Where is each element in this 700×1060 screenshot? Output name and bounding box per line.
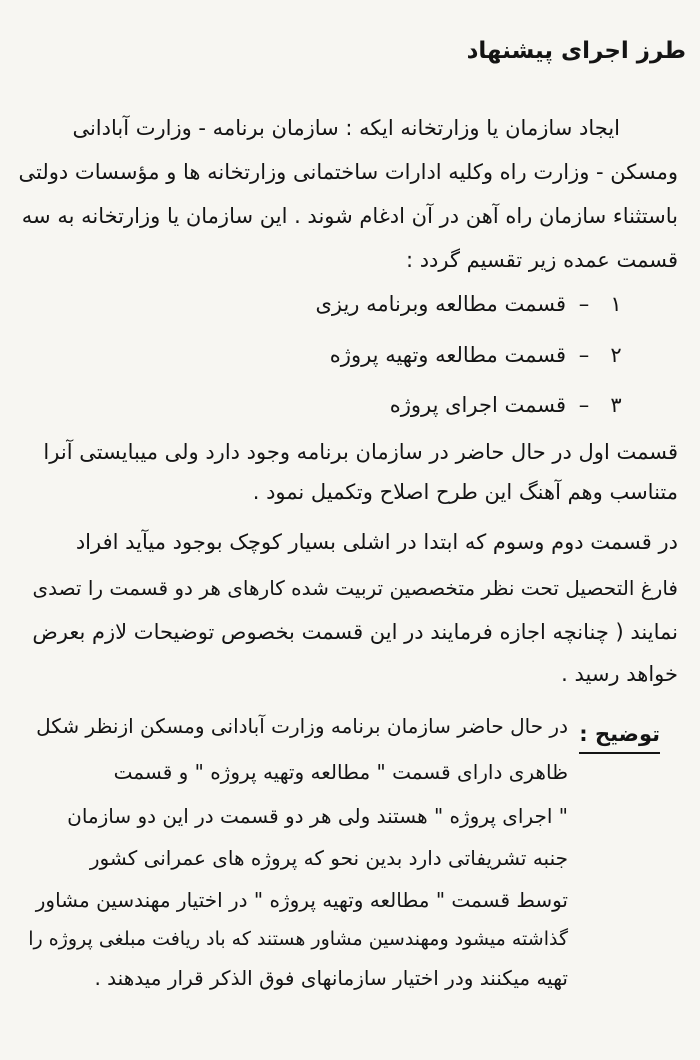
list-item-dash: – <box>578 343 590 367</box>
paragraph-2-line: متناسب وهم آهنگ این طرح اصلاح وتکمیل نمود . <box>252 480 678 504</box>
paragraph-1-line: ومسکن - وزارت راه وکلیه ادارات ساختمانی وزارتخانه ها و مؤسسات دولتی <box>18 160 678 184</box>
list-item-label: قسمت مطالعه وتهیه پروژه <box>329 343 566 367</box>
list-item-dash: – <box>578 393 590 417</box>
paragraph-1-line: قسمت عمده زیر تقسیم گردد : <box>405 248 678 272</box>
note-line: تهیه میکنند ودر اختیار سازمانهای فوق الذکر قرار میدهند . <box>94 966 568 990</box>
list-item-label: قسمت مطالعه وبرنامه ریزی <box>315 292 566 316</box>
paragraph-1-line: ایجاد سازمان یا وزارتخانه ایکه : سازمان برنامه - وزارت آبادانی <box>72 116 620 140</box>
page-title: طرز اجرای پیشنهاد <box>466 38 686 64</box>
note-line: توسط قسمت " مطالعه وتهیه پروژه " در اختیار مهندسین مشاور <box>35 888 568 912</box>
list-item-number: ۲ <box>610 343 622 367</box>
paragraph-3-line: در قسمت دوم وسوم که ابتدا در اشلی بسیار کوچک بوجود میآید افراد <box>75 530 678 554</box>
paragraph-3-line: فارغ التحصیل تحت نظر متخصصین تربیت شده کارهای هر دو قسمت را تصدی <box>32 576 678 600</box>
list-item-number: ۱ <box>610 292 622 316</box>
list-item-number: ۳ <box>610 393 622 417</box>
paragraph-3-line: خواهد رسید . <box>561 662 678 686</box>
note-line: " اجرای پروژه " هستند ولی هر دو قسمت در این دو سازمان <box>67 804 568 828</box>
list-item <box>390 393 630 417</box>
paragraph-3-line: نمایند ( چنانچه اجازه فرمایند در این قسمت بخصوص توضیحات لازم بعرض <box>32 620 678 644</box>
list-item-label: قسمت اجرای پروژه <box>389 393 566 417</box>
note-line: جنبه تشریفاتی دارد بدین نحو که پروژه های عمرانی کشور <box>89 846 568 870</box>
list-item <box>315 292 630 316</box>
list-item-dash: – <box>578 292 590 316</box>
paragraph-2-line: قسمت اول در حال حاضر در سازمان برنامه وجود دارد ولی میبایستی آنرا <box>43 440 678 464</box>
note-line: گذاشته میشود ومهندسین مشاور هستند که باد ریافت مبلغی پروژه را <box>28 928 568 950</box>
note-label: توضیح : <box>579 722 660 754</box>
list-item <box>330 343 630 367</box>
note-line: در حال حاضر سازمان برنامه وزارت آبادانی ومسکن ازنظر شکل <box>36 714 568 738</box>
paragraph-1-line: باستثناء سازمان راه آهن در آن ادغام شوند . این سازمان یا وزارتخانه به سه <box>21 204 678 228</box>
note-line: ظاهری دارای قسمت " مطالعه وتهیه پروژه " و قسمت <box>113 760 568 784</box>
